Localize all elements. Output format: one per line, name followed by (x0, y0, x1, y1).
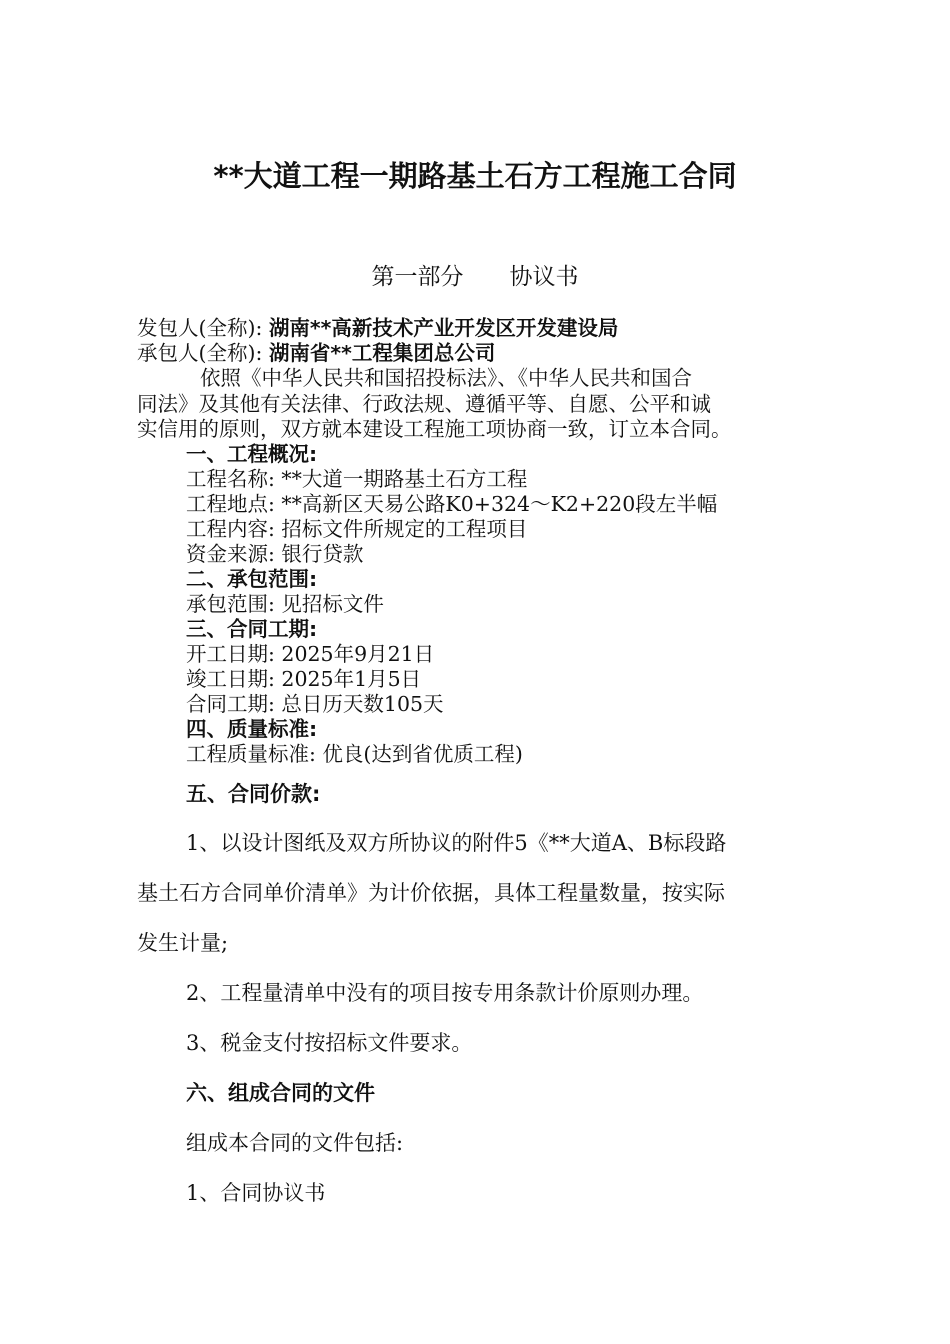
project-location-line: 工程地点: **高新区天易公路K0+324～K2+220段左半幅 (186, 492, 718, 516)
section-heading-price: 五、合同价款: (186, 782, 321, 806)
employer-line (137, 316, 618, 341)
project-content-line: 工程内容: 招标文件所规定的工程项目 (186, 517, 528, 541)
section-heading-period: 三、合同工期: (186, 617, 318, 641)
contractor-line (137, 341, 495, 366)
intro-line: 依照《中华人民共和国招投标法》、《中华人民共和国合 (200, 366, 692, 390)
intro-line: 实信用的原则，双方就本建设工程施工项协商一致，订立本合同。 (137, 417, 732, 441)
document-title: **大道工程一期路基土石方工程施工合同 (213, 159, 737, 193)
scope-line: 承包范围: 见招标文件 (186, 592, 384, 616)
price-item-1-line: 发生计量; (137, 931, 229, 955)
employer-name: 湖南**高新技术产业开发区开发建设局 (268, 316, 619, 340)
start-date-line: 开工日期: 2025年9月21日 (186, 642, 435, 666)
documents-intro: 组成本合同的文件包括: (186, 1131, 404, 1155)
completion-date-line: 竣工日期: 2025年1月5日 (186, 667, 422, 691)
duration-line: 合同工期: 总日历天数105天 (186, 692, 444, 716)
contractor-name: 湖南省**工程集团总公司 (268, 341, 496, 365)
section-heading-overview: 一、工程概况: (186, 442, 318, 466)
part-label: 第一部分 (371, 264, 464, 290)
intro-line: 同法》及其他有关法律、行政法规、遵循平等、自愿、公平和诚 (137, 392, 711, 416)
part-heading (0, 258, 950, 291)
quality-standard-line: 工程质量标准: 优良(达到省优质工程) (186, 742, 523, 766)
price-item-2: 2、工程量清单中没有的项目按专用条款计价原则办理。 (186, 981, 704, 1005)
section-heading-quality: 四、质量标准: (186, 717, 318, 741)
section-heading-documents: 六、组成合同的文件 (186, 1081, 375, 1105)
contractor-label: 承包人(全称): (137, 341, 263, 365)
price-item-1-line: 基土石方合同单价清单》为计价依据，具体工程量数量，按实际 (137, 881, 725, 905)
employer-label: 发包人(全称): (137, 316, 263, 340)
project-name-line: 工程名称: **大道一期路基土石方工程 (186, 467, 528, 491)
price-item-1-line: 1、以设计图纸及双方所协议的附件5《**大道A、B标段路 (186, 831, 727, 855)
section-heading-scope: 二、承包范围: (186, 567, 318, 591)
part-name: 协议书 (509, 264, 579, 290)
funding-source-line: 资金来源: 银行贷款 (186, 542, 364, 566)
documents-item-1: 1、合同协议书 (186, 1181, 326, 1205)
price-item-3: 3、税金支付按招标文件要求。 (186, 1031, 473, 1055)
